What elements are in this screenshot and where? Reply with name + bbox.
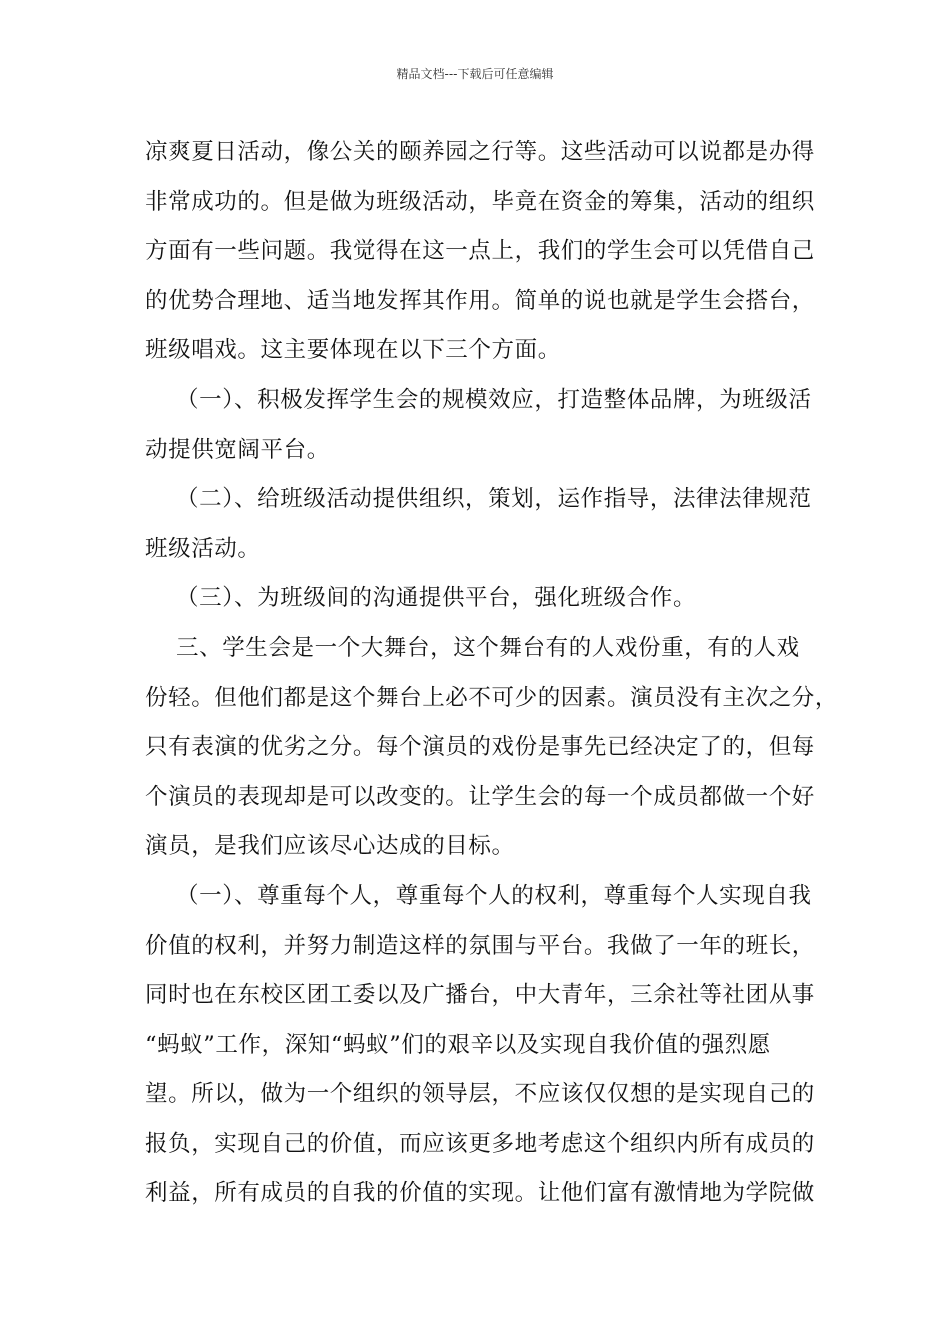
text-line: 班级活动。: [145, 535, 261, 562]
text-line: 非常成功的。但是做为班级活动，毕竟在资金的筹集，活动的组织: [145, 188, 815, 215]
text-line: 利益，所有成员的自我的价值的实现。让他们富有激情地为学院做: [145, 1180, 815, 1207]
text-line: 班级唱戏。这主要体现在以下三个方面。: [145, 337, 561, 364]
text-line: 方面有一些问题。我觉得在这一点上，我们的学生会可以凭借自己: [145, 238, 815, 265]
text-line: 同时也在东校区团工委以及广播台，中大青年，三余社等社团从事: [145, 982, 815, 1009]
text-line: “蚂蚁”工作，深知“蚂蚁”们的艰辛以及实现自我价值的强烈愿: [145, 1031, 771, 1058]
text-line: 只有表演的优劣之分。每个演员的戏份是事先已经决定了的，但每: [145, 734, 815, 761]
page-header: 精品文档---下载后可任意编辑: [396, 67, 554, 81]
text-line: 望。所以，做为一个组织的领导层，不应该仅仅想的是实现自己的: [145, 1081, 815, 1108]
document-body: [145, 128, 839, 1219]
text-line: （三）、为班级间的沟通提供平台，强化班级合作。: [145, 585, 697, 612]
text-line: 份轻。但他们都是这个舞台上必不可少的因素。演员没有主次之分，: [145, 684, 839, 711]
text-line: 凉爽夏日活动，像公关的颐养园之行等。这些活动可以说都是办得: [145, 139, 815, 165]
text-line: （二）、给班级活动提供组织，策划，运作指导，法律法律规范: [145, 486, 812, 513]
text-line: 个演员的表现却是可以改变的。让学生会的每一个成员都做一个好: [145, 783, 815, 810]
text-line: 的优势合理地、适当地发挥其作用。简单的说也就是学生会搭台，: [145, 287, 815, 314]
text-line: 价值的权利，并努力制造这样的氛围与平台。我做了一年的班长，: [145, 932, 815, 959]
text-line: 三、学生会是一个大舞台，这个舞台有的人戏份重，有的人戏: [145, 634, 800, 661]
text-line: （一）、积极发挥学生会的规模效应，打造整体品牌，为班级活: [145, 386, 812, 413]
text-line: （一）、尊重每个人，尊重每个人的权利，尊重每个人实现自我: [145, 882, 812, 909]
text-line: 演员，是我们应该尽心达成的目标。: [145, 833, 515, 860]
text-line: 动提供宽阔平台。: [145, 436, 330, 463]
text-line: 报负，实现自己的价值，而应该更多地考虑这个组织内所有成员的: [145, 1130, 815, 1157]
